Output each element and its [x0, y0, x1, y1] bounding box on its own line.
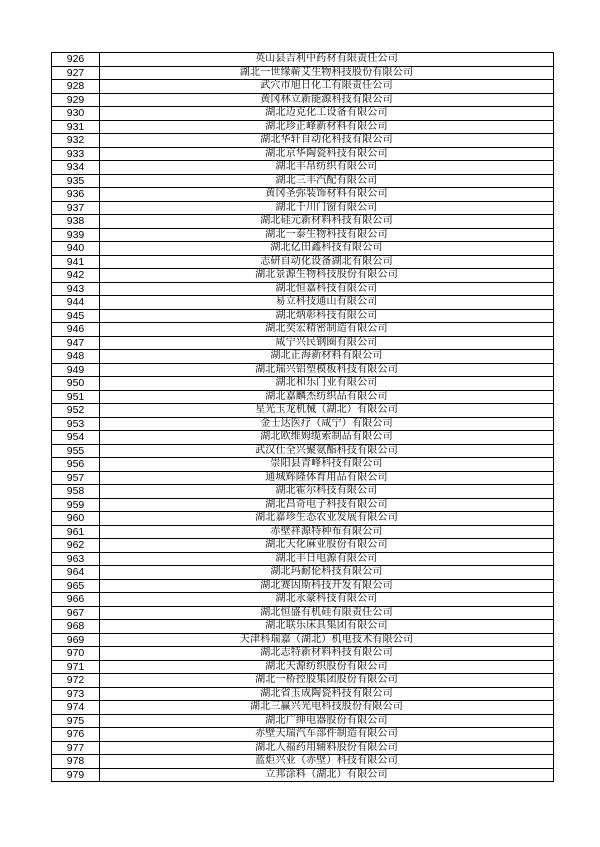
company-name-cell: 湖北广绅电器股份有限公司 [100, 714, 554, 728]
company-name-cell: 湖北省玉成陶瓷科技有限公司 [100, 687, 554, 701]
company-name-cell: 湖北迈克化工设备有限公司 [100, 107, 554, 121]
row-number-cell: 976 [52, 728, 100, 742]
table-row [52, 350, 554, 364]
company-name-cell: 湖北一世缘蕲艾生物科技股份有限公司 [100, 66, 554, 80]
table-row [52, 768, 554, 782]
company-name-cell: 湖北和乐门业有限公司 [100, 377, 554, 391]
table-row [52, 714, 554, 728]
table-row [52, 147, 554, 161]
row-number-cell: 946 [52, 323, 100, 337]
company-name-cell: 武汉仕全兴聚氨酯科技有限公司 [100, 444, 554, 458]
table-row [52, 296, 554, 310]
row-number-cell: 960 [52, 512, 100, 526]
row-number-cell: 940 [52, 242, 100, 256]
company-name-cell: 湖北亿田鑫科技有限公司 [100, 242, 554, 256]
table-row [52, 323, 554, 337]
company-name-cell: 湖北京华陶瓷科技有限公司 [100, 147, 554, 161]
company-name-cell: 易立科技通山有限公司 [100, 296, 554, 310]
table-row [52, 161, 554, 175]
row-number-cell: 938 [52, 215, 100, 229]
row-number-cell: 929 [52, 93, 100, 107]
row-number-cell: 936 [52, 188, 100, 202]
row-number-cell: 948 [52, 350, 100, 364]
row-number-cell: 941 [52, 255, 100, 269]
table-row [52, 539, 554, 553]
row-number-cell: 978 [52, 755, 100, 769]
table-row [52, 444, 554, 458]
row-number-cell: 974 [52, 701, 100, 715]
row-number-cell: 952 [52, 404, 100, 418]
company-name-cell: 湖北华轩自动化科技有限公司 [100, 134, 554, 148]
row-number-cell: 971 [52, 660, 100, 674]
row-number-cell: 933 [52, 147, 100, 161]
table-row [52, 431, 554, 445]
row-number-cell: 975 [52, 714, 100, 728]
table-row [52, 404, 554, 418]
company-name-cell: 崇阳县青峰科技有限公司 [100, 458, 554, 472]
company-name-cell: 武穴市旭日化工有限责任公司 [100, 80, 554, 94]
row-number-cell: 957 [52, 471, 100, 485]
table-row [52, 660, 554, 674]
row-number-cell: 964 [52, 566, 100, 580]
company-name-cell: 湖北丰日电源有限公司 [100, 552, 554, 566]
company-name-cell: 湖北瑞兴铝塑模板科技有限公司 [100, 363, 554, 377]
row-number-cell: 954 [52, 431, 100, 445]
company-name-cell: 湖北千川门窗有限公司 [100, 201, 554, 215]
table-row [52, 363, 554, 377]
company-name-cell: 赤壁天瑞汽车部件制造有限公司 [100, 728, 554, 742]
company-name-cell: 湖北霍尔科技有限公司 [100, 485, 554, 499]
company-name-cell: 湖北永豪科技有限公司 [100, 593, 554, 607]
row-number-cell: 951 [52, 390, 100, 404]
row-number-cell: 944 [52, 296, 100, 310]
row-number-cell: 956 [52, 458, 100, 472]
row-number-cell: 967 [52, 606, 100, 620]
table-row [52, 282, 554, 296]
table-row [52, 674, 554, 688]
row-number-cell: 959 [52, 498, 100, 512]
company-name-cell: 湖北昌奇电子科技有限公司 [100, 498, 554, 512]
table-row [52, 377, 554, 391]
table-row [52, 134, 554, 148]
row-number-cell: 963 [52, 552, 100, 566]
row-number-cell: 926 [52, 53, 100, 67]
table-row [52, 201, 554, 215]
company-name-cell: 志研自动化设备湖北有限公司 [100, 255, 554, 269]
table-row [52, 174, 554, 188]
company-name-cell: 黄冈林立新能源科技有限公司 [100, 93, 554, 107]
table-row [52, 107, 554, 121]
row-number-cell: 932 [52, 134, 100, 148]
row-number-cell: 939 [52, 228, 100, 242]
company-name-cell: 天津科瑞嘉（湖北）机电技术有限公司 [100, 633, 554, 647]
table-row [52, 458, 554, 472]
company-name-cell: 湖北丰帛纺织有限公司 [100, 161, 554, 175]
company-name-cell: 星光玉龙机械（湖北）有限公司 [100, 404, 554, 418]
row-number-cell: 928 [52, 80, 100, 94]
company-name-cell: 湖北一桥控股集团股份有限公司 [100, 674, 554, 688]
table-row [52, 728, 554, 742]
table-row [52, 336, 554, 350]
company-name-cell: 湖北三赢兴光电科技股份有限公司 [100, 701, 554, 715]
table-row [52, 701, 554, 715]
table-row [52, 647, 554, 661]
row-number-cell: 958 [52, 485, 100, 499]
company-name-cell: 湖北人福药用辅料股份有限公司 [100, 741, 554, 755]
row-number-cell: 949 [52, 363, 100, 377]
table-row [52, 687, 554, 701]
company-name-cell: 湖北天化麻业股份有限公司 [100, 539, 554, 553]
company-name-cell: 湖北正海新材料有限公司 [100, 350, 554, 364]
company-name-cell: 湖北恒嘉科技有限公司 [100, 282, 554, 296]
table-row [52, 485, 554, 499]
row-number-cell: 930 [52, 107, 100, 121]
row-number-cell: 977 [52, 741, 100, 755]
row-number-cell: 970 [52, 647, 100, 661]
table-row [52, 498, 554, 512]
company-name-cell: 金士达医疗（咸宁）有限公司 [100, 417, 554, 431]
table-row [52, 228, 554, 242]
row-number-cell: 972 [52, 674, 100, 688]
table-row [52, 552, 554, 566]
row-number-cell: 969 [52, 633, 100, 647]
row-number-cell: 937 [52, 201, 100, 215]
table-row [52, 215, 554, 229]
row-number-cell: 962 [52, 539, 100, 553]
table-row [52, 606, 554, 620]
row-number-cell: 943 [52, 282, 100, 296]
company-name-cell: 黄冈圣弥装饰材料有限公司 [100, 188, 554, 202]
table-row [52, 188, 554, 202]
table-row [52, 566, 554, 580]
table-row [52, 471, 554, 485]
company-name-cell: 咸宁兴民钢圈有限公司 [100, 336, 554, 350]
table-row [52, 525, 554, 539]
table-row [52, 633, 554, 647]
table-row [52, 755, 554, 769]
row-number-cell: 927 [52, 66, 100, 80]
company-list-table [51, 52, 554, 782]
company-name-cell: 湖北玛耐伦科技有限公司 [100, 566, 554, 580]
row-number-cell: 979 [52, 768, 100, 782]
company-name-cell: 湖北联乐床具集团有限公司 [100, 620, 554, 634]
table-row [52, 593, 554, 607]
table-row [52, 269, 554, 283]
row-number-cell: 945 [52, 309, 100, 323]
company-name-cell: 蓝炬兴业（赤壁）科技有限公司 [100, 755, 554, 769]
company-name-cell: 湖北奕宏精密制造有限公司 [100, 323, 554, 337]
row-number-cell: 965 [52, 579, 100, 593]
company-name-cell: 湖北三丰汽配有限公司 [100, 174, 554, 188]
company-name-cell: 湖北欧维姆缆索制品有限公司 [100, 431, 554, 445]
row-number-cell: 934 [52, 161, 100, 175]
row-number-cell: 966 [52, 593, 100, 607]
company-name-cell: 湖北天源纺织股份有限公司 [100, 660, 554, 674]
table-row [52, 255, 554, 269]
table-row [52, 93, 554, 107]
row-number-cell: 931 [52, 120, 100, 134]
company-name-cell: 湖北恒盛有机硅有限责任公司 [100, 606, 554, 620]
table-row [52, 620, 554, 634]
company-name-cell: 赤壁祥源特种布有限公司 [100, 525, 554, 539]
table-row [52, 80, 554, 94]
table-row [52, 741, 554, 755]
company-name-cell: 湖北志特新材料科技有限公司 [100, 647, 554, 661]
row-number-cell: 953 [52, 417, 100, 431]
row-number-cell: 950 [52, 377, 100, 391]
table-row [52, 53, 554, 67]
row-number-cell: 935 [52, 174, 100, 188]
company-name-cell: 湖北炳彰科技有限公司 [100, 309, 554, 323]
company-name-cell: 湖北硅元新材料科技有限公司 [100, 215, 554, 229]
company-name-cell: 湖北珍正峰新材料有限公司 [100, 120, 554, 134]
row-number-cell: 955 [52, 444, 100, 458]
table-row [52, 309, 554, 323]
table-row [52, 66, 554, 80]
table-row [52, 242, 554, 256]
company-name-cell: 通城辉隆体育用品有限公司 [100, 471, 554, 485]
table-row [52, 120, 554, 134]
table-row [52, 579, 554, 593]
company-name-cell: 湖北嘉麟杰纺织品有限公司 [100, 390, 554, 404]
company-name-cell: 立邦涂料（湖北）有限公司 [100, 768, 554, 782]
row-number-cell: 968 [52, 620, 100, 634]
row-number-cell: 947 [52, 336, 100, 350]
company-name-cell: 湖北赛因斯科技开发有限公司 [100, 579, 554, 593]
row-number-cell: 961 [52, 525, 100, 539]
row-number-cell: 973 [52, 687, 100, 701]
company-list-body [52, 53, 554, 782]
table-row [52, 390, 554, 404]
company-name-cell: 湖北嘉珍生态农业发展有限公司 [100, 512, 554, 526]
company-name-cell: 湖北一泰生物科技有限公司 [100, 228, 554, 242]
row-number-cell: 942 [52, 269, 100, 283]
table-row [52, 512, 554, 526]
company-name-cell: 英山县吉利中药材有限责任公司 [100, 53, 554, 67]
company-name-cell: 湖北景源生物科技股份有限公司 [100, 269, 554, 283]
table-row [52, 417, 554, 431]
